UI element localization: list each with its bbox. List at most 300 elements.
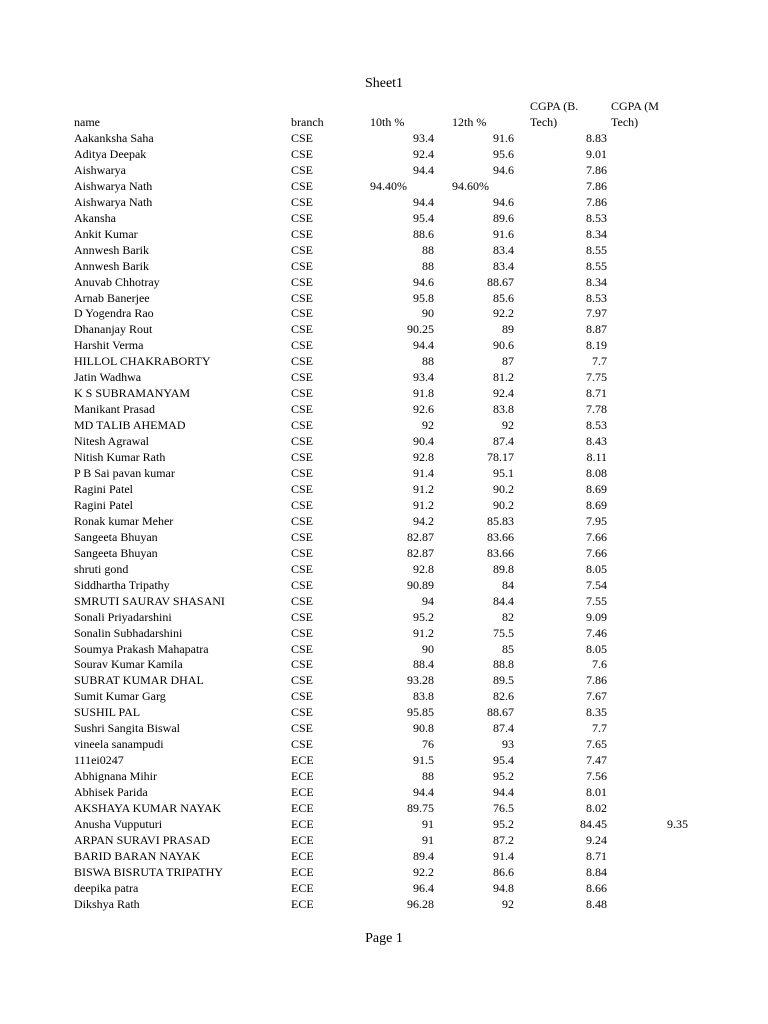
- table-row: [0, 688, 768, 704]
- cell-cgpa-btech: 8.08: [586, 466, 607, 481]
- cell-10th: 91.2: [413, 497, 434, 512]
- cell-name: Nitish Kumar Rath: [74, 450, 166, 465]
- cell-12th: 90.6: [493, 338, 514, 353]
- cell-12th: 95.6: [493, 146, 514, 161]
- cell-cgpa-btech: 7.7: [592, 721, 607, 736]
- cell-name: Anuvab Chhotray: [74, 274, 160, 289]
- cell-cgpa-btech: 8.53: [586, 290, 607, 305]
- cell-10th: 94: [422, 593, 434, 608]
- cell-12th: 92: [502, 896, 514, 911]
- cell-10th: 94.40%: [370, 178, 407, 193]
- cell-name: Sonalin Subhadarshini: [74, 625, 183, 640]
- table-row: [0, 337, 768, 353]
- cell-12th: 94.4: [493, 785, 514, 800]
- cell-10th: 88: [422, 258, 434, 273]
- cell-cgpa-btech: 8.71: [586, 848, 607, 863]
- cell-name: Anusha Vupputuri: [74, 816, 163, 831]
- cell-name: Harshit Verma: [74, 338, 144, 353]
- cell-10th: 93.4: [413, 370, 434, 385]
- cell-12th: 88.8: [493, 657, 514, 672]
- cell-cgpa-btech: 8.55: [586, 258, 607, 273]
- cell-cgpa-btech: 8.19: [586, 338, 607, 353]
- cell-branch: CSE: [291, 226, 314, 241]
- table-row: [0, 577, 768, 593]
- cell-name: 111ei0247: [74, 753, 124, 768]
- cell-name: Aishwarya Nath: [74, 194, 153, 209]
- table-row: [0, 194, 768, 210]
- page-footer: Page 1: [365, 931, 403, 946]
- cell-branch: CSE: [291, 386, 314, 401]
- cell-10th: 76: [422, 737, 434, 752]
- cell-branch: CSE: [291, 370, 314, 385]
- cell-12th: 91.4: [493, 848, 514, 863]
- cell-12th: 78.17: [487, 450, 514, 465]
- cell-10th: 90.25: [407, 322, 434, 337]
- cell-name: Abhisek Parida: [74, 785, 148, 800]
- cell-cgpa-btech: 7.56: [586, 769, 607, 784]
- cell-12th: 83.4: [493, 258, 514, 273]
- cell-cgpa-btech: 8.02: [586, 801, 607, 816]
- cell-branch: CSE: [291, 737, 314, 752]
- cell-branch: CSE: [291, 466, 314, 481]
- cell-cgpa-btech: 7.7: [592, 354, 607, 369]
- cell-name: K S SUBRAMANYAM: [74, 386, 191, 401]
- cell-10th: 88: [422, 354, 434, 369]
- cell-12th: 83.8: [493, 402, 514, 417]
- table-row: [0, 609, 768, 625]
- cell-cgpa-btech: 8.83: [586, 131, 607, 145]
- cell-12th: 88.67: [487, 274, 514, 289]
- cell-cgpa-btech: 8.55: [586, 242, 607, 257]
- cell-cgpa-btech: 7.78: [586, 402, 607, 417]
- cell-name: Sumit Kumar Garg: [74, 689, 166, 704]
- table-row: [0, 672, 768, 688]
- cell-name: Aishwarya Nath: [74, 178, 153, 193]
- cell-10th: 94.4: [413, 194, 434, 209]
- cell-name: Aishwarya: [74, 162, 126, 177]
- cell-cgpa-btech: 7.55: [586, 593, 607, 608]
- table-row: [0, 274, 768, 290]
- cell-name: AKSHAYA KUMAR NAYAK: [74, 801, 222, 816]
- table-body: [0, 130, 768, 912]
- cell-10th: 92.8: [413, 561, 434, 576]
- cell-10th: 91.8: [413, 386, 434, 401]
- table-row: [0, 593, 768, 609]
- cell-cgpa-btech: 7.97: [586, 306, 607, 321]
- cell-12th: 84.4: [493, 593, 514, 608]
- cell-10th: 94.4: [413, 162, 434, 177]
- cell-12th: 92.2: [493, 306, 514, 321]
- cell-10th: 92.6: [413, 402, 434, 417]
- cell-name: SMRUTI SAURAV SHASANI: [74, 593, 225, 608]
- table-row: [0, 226, 768, 242]
- cell-12th: 95.1: [493, 466, 514, 481]
- cell-branch: CSE: [291, 593, 314, 608]
- cell-branch: CSE: [291, 402, 314, 417]
- cell-name: Ronak kumar Meher: [74, 513, 174, 528]
- cell-10th: 95.85: [407, 705, 434, 720]
- cell-12th: 82: [502, 609, 514, 624]
- cell-branch: CSE: [291, 194, 314, 209]
- table-row: [0, 720, 768, 736]
- cell-cgpa-btech: 7.6: [592, 657, 607, 672]
- cell-cgpa-btech: 8.35: [586, 705, 607, 720]
- table-row: [0, 513, 768, 529]
- header-12th: 12th %: [452, 115, 487, 129]
- cell-cgpa-mtech: 9.35: [667, 816, 688, 831]
- table-row: [0, 369, 768, 385]
- cell-12th: 83.66: [487, 529, 514, 544]
- cell-branch: CSE: [291, 274, 314, 289]
- cell-12th: 95.2: [493, 816, 514, 831]
- cell-branch: ECE: [291, 753, 314, 768]
- header-name: name: [74, 115, 100, 129]
- table-row: [0, 465, 768, 481]
- cell-12th: 85.83: [487, 513, 514, 528]
- cell-10th: 88.6: [413, 226, 434, 241]
- cell-cgpa-btech: 7.95: [586, 513, 607, 528]
- cell-10th: 96.28: [407, 896, 434, 911]
- cell-12th: 88.67: [487, 705, 514, 720]
- cell-12th: 91.6: [493, 131, 514, 145]
- header-cgpa-mtech: CGPA (M Tech): [611, 99, 659, 129]
- cell-branch: CSE: [291, 609, 314, 624]
- cell-name: Arnab Banerjee: [74, 290, 150, 305]
- cell-cgpa-btech: 7.54: [586, 577, 607, 592]
- cell-12th: 83.4: [493, 242, 514, 257]
- cell-cgpa-btech: 8.84: [586, 864, 607, 879]
- cell-name: Sonali Priyadarshini: [74, 609, 172, 624]
- cell-10th: 82.87: [407, 545, 434, 560]
- cell-branch: ECE: [291, 832, 314, 847]
- cell-name: P B Sai pavan kumar: [74, 466, 175, 481]
- table-row: [0, 896, 768, 912]
- table-row: [0, 130, 768, 146]
- cell-cgpa-btech: 8.66: [586, 880, 607, 895]
- cell-12th: 85: [502, 641, 514, 656]
- table-row: [0, 752, 768, 768]
- cell-name: Siddhartha Tripathy: [74, 577, 170, 592]
- cell-branch: CSE: [291, 705, 314, 720]
- cell-name: Sourav Kumar Kamila: [74, 657, 183, 672]
- cell-branch: CSE: [291, 258, 314, 273]
- cell-name: Manikant Prasad: [74, 402, 155, 417]
- cell-branch: CSE: [291, 481, 314, 496]
- cell-cgpa-btech: 8.43: [586, 434, 607, 449]
- table-row: [0, 641, 768, 657]
- cell-10th: 94.4: [413, 785, 434, 800]
- cell-cgpa-btech: 7.66: [586, 545, 607, 560]
- table-row: [0, 800, 768, 816]
- cell-12th: 89: [502, 322, 514, 337]
- cell-name: Aakanksha Saha: [74, 131, 154, 145]
- cell-cgpa-btech: 7.65: [586, 737, 607, 752]
- cell-cgpa-btech: 84.45: [580, 816, 607, 831]
- cell-cgpa-btech: 8.11: [586, 450, 607, 465]
- cell-name: Ankit Kumar: [74, 226, 138, 241]
- cell-cgpa-btech: 7.46: [586, 625, 607, 640]
- cell-branch: ECE: [291, 864, 314, 879]
- table-row: [0, 545, 768, 561]
- cell-10th: 91.2: [413, 625, 434, 640]
- cell-12th: 85.6: [493, 290, 514, 305]
- cell-cgpa-btech: 8.69: [586, 481, 607, 496]
- cell-branch: CSE: [291, 657, 314, 672]
- cell-name: SUBRAT KUMAR DHAL: [74, 673, 204, 688]
- cell-branch: ECE: [291, 848, 314, 863]
- cell-12th: 87: [502, 354, 514, 369]
- cell-10th: 90.89: [407, 577, 434, 592]
- cell-12th: 90.2: [493, 497, 514, 512]
- cell-name: Soumya Prakash Mahapatra: [74, 641, 209, 656]
- table-row: [0, 353, 768, 369]
- table-row: [0, 481, 768, 497]
- table-row: [0, 768, 768, 784]
- table-row: [0, 449, 768, 465]
- cell-cgpa-btech: 8.34: [586, 226, 607, 241]
- cell-name: ARPAN SURAVI PRASAD: [74, 832, 211, 847]
- cell-branch: CSE: [291, 497, 314, 512]
- cell-name: Ragini Patel: [74, 481, 133, 496]
- cell-cgpa-btech: 7.86: [586, 178, 607, 193]
- cell-cgpa-btech: 9.09: [586, 609, 607, 624]
- cell-name: MD TALIB AHEMAD: [74, 418, 186, 433]
- cell-name: Dikshya Rath: [74, 896, 140, 911]
- table-row: [0, 385, 768, 401]
- cell-cgpa-btech: 8.05: [586, 641, 607, 656]
- cell-12th: 94.8: [493, 880, 514, 895]
- cell-branch: CSE: [291, 545, 314, 560]
- cell-cgpa-btech: 8.34: [586, 274, 607, 289]
- cell-10th: 95.4: [413, 210, 434, 225]
- table-row: [0, 305, 768, 321]
- cell-branch: ECE: [291, 816, 314, 831]
- cell-name: Ragini Patel: [74, 497, 133, 512]
- cell-10th: 90.4: [413, 434, 434, 449]
- cell-10th: 95.2: [413, 609, 434, 624]
- cell-name: Sangeeta Bhuyan: [74, 545, 158, 560]
- cell-10th: 92: [422, 418, 434, 433]
- cell-10th: 82.87: [407, 529, 434, 544]
- table-row: [0, 242, 768, 258]
- cell-cgpa-btech: 7.86: [586, 673, 607, 688]
- table-row: [0, 401, 768, 417]
- cell-10th: 93.4: [413, 131, 434, 145]
- header-cgpa-btech: CGPA (B. Tech): [530, 99, 579, 129]
- cell-12th: 92: [502, 418, 514, 433]
- cell-12th: 94.60%: [452, 178, 489, 193]
- cell-name: Akansha: [74, 210, 116, 225]
- cell-cgpa-btech: 8.69: [586, 497, 607, 512]
- cell-cgpa-btech: 7.86: [586, 194, 607, 209]
- cell-name: Annwesh Barik: [74, 258, 149, 273]
- cell-12th: 90.2: [493, 481, 514, 496]
- cell-name: HILLOL CHAKRABORTY: [74, 354, 211, 369]
- cell-branch: ECE: [291, 769, 314, 784]
- cell-branch: CSE: [291, 338, 314, 353]
- cell-12th: 95.2: [493, 769, 514, 784]
- cell-name: vineela sanampudi: [74, 737, 164, 752]
- cell-branch: ECE: [291, 880, 314, 895]
- cell-10th: 91.4: [413, 466, 434, 481]
- cell-12th: 81.2: [493, 370, 514, 385]
- cell-branch: CSE: [291, 450, 314, 465]
- table-row: [0, 146, 768, 162]
- cell-10th: 88: [422, 242, 434, 257]
- table-row: [0, 162, 768, 178]
- cell-10th: 90: [422, 306, 434, 321]
- table-row: [0, 321, 768, 337]
- table-row: [0, 816, 768, 832]
- cell-10th: 89.4: [413, 848, 434, 863]
- cell-name: BARID BARAN NAYAK: [74, 848, 201, 863]
- table-row: [0, 704, 768, 720]
- cell-branch: CSE: [291, 577, 314, 592]
- table-row: [0, 290, 768, 306]
- cell-12th: 91.6: [493, 226, 514, 241]
- cell-12th: 92.4: [493, 386, 514, 401]
- cell-10th: 88: [422, 769, 434, 784]
- cell-branch: CSE: [291, 721, 314, 736]
- cell-12th: 82.6: [493, 689, 514, 704]
- cell-branch: CSE: [291, 434, 314, 449]
- cell-name: Sushri Sangita Biswal: [74, 721, 181, 736]
- cell-10th: 92.8: [413, 450, 434, 465]
- cell-name: BISWA BISRUTA TRIPATHY: [74, 864, 224, 879]
- cell-10th: 88.4: [413, 657, 434, 672]
- table-row: [0, 625, 768, 641]
- cell-name: Nitesh Agrawal: [74, 434, 149, 449]
- cell-name: Sangeeta Bhuyan: [74, 529, 158, 544]
- cell-branch: CSE: [291, 529, 314, 544]
- table-row: [0, 210, 768, 226]
- cell-cgpa-btech: 8.05: [586, 561, 607, 576]
- cell-branch: CSE: [291, 178, 314, 193]
- cell-10th: 95.8: [413, 290, 434, 305]
- cell-name: Annwesh Barik: [74, 242, 149, 257]
- cell-12th: 89.5: [493, 673, 514, 688]
- cell-name: SUSHIL PAL: [74, 705, 141, 720]
- table-row: [0, 784, 768, 800]
- cell-10th: 89.75: [407, 801, 434, 816]
- cell-cgpa-btech: 7.67: [586, 689, 607, 704]
- cell-cgpa-btech: 7.47: [586, 753, 607, 768]
- cell-branch: CSE: [291, 418, 314, 433]
- table-row: [0, 178, 768, 194]
- cell-12th: 87.4: [493, 721, 514, 736]
- table-row: [0, 736, 768, 752]
- cell-branch: CSE: [291, 673, 314, 688]
- table-row: [0, 656, 768, 672]
- cell-cgpa-btech: 9.24: [586, 832, 607, 847]
- cell-12th: 84: [502, 577, 514, 592]
- cell-cgpa-btech: 7.66: [586, 529, 607, 544]
- cell-branch: CSE: [291, 322, 314, 337]
- cell-branch: CSE: [291, 641, 314, 656]
- cell-name: Abhignana Mihir: [74, 769, 157, 784]
- cell-10th: 90: [422, 641, 434, 656]
- cell-name: Dhananjay Rout: [74, 322, 153, 337]
- table-row: [0, 497, 768, 513]
- cell-branch: CSE: [291, 354, 314, 369]
- cell-10th: 90.8: [413, 721, 434, 736]
- cell-10th: 91: [422, 816, 434, 831]
- cell-10th: 83.8: [413, 689, 434, 704]
- cell-cgpa-btech: 8.87: [586, 322, 607, 337]
- cell-12th: 95.4: [493, 753, 514, 768]
- table-row: [0, 417, 768, 433]
- cell-branch: ECE: [291, 896, 314, 911]
- cell-12th: 89.6: [493, 210, 514, 225]
- table-row: [0, 561, 768, 577]
- cell-12th: 83.66: [487, 545, 514, 560]
- cell-branch: CSE: [291, 242, 314, 257]
- cell-branch: CSE: [291, 625, 314, 640]
- cell-12th: 94.6: [493, 194, 514, 209]
- cell-12th: 87.4: [493, 434, 514, 449]
- cell-12th: 75.5: [493, 625, 514, 640]
- cell-name: deepika patra: [74, 880, 139, 895]
- sheet-title: Sheet1: [364, 76, 404, 91]
- cell-cgpa-btech: 8.53: [586, 210, 607, 225]
- cell-12th: 94.6: [493, 162, 514, 177]
- cell-cgpa-btech: 8.01: [586, 785, 607, 800]
- cell-branch: CSE: [291, 306, 314, 321]
- cell-branch: CSE: [291, 162, 314, 177]
- cell-name: Aditya Deepak: [74, 146, 147, 161]
- cell-10th: 94.2: [413, 513, 434, 528]
- cell-10th: 92.4: [413, 146, 434, 161]
- cell-12th: 89.8: [493, 561, 514, 576]
- cell-branch: CSE: [291, 561, 314, 576]
- table-row: [0, 258, 768, 274]
- cell-cgpa-btech: 8.48: [586, 896, 607, 911]
- cell-name: D Yogendra Rao: [74, 306, 154, 321]
- cell-cgpa-btech: 9.01: [586, 146, 607, 161]
- cell-10th: 91.5: [413, 753, 434, 768]
- cell-branch: CSE: [291, 290, 314, 305]
- cell-cgpa-btech: 8.71: [586, 386, 607, 401]
- cell-branch: CSE: [291, 146, 314, 161]
- cell-12th: 93: [502, 737, 514, 752]
- cell-branch: CSE: [291, 131, 314, 145]
- table-row: [0, 848, 768, 864]
- cell-10th: 93.28: [407, 673, 434, 688]
- cell-12th: 76.5: [493, 801, 514, 816]
- table-row: [0, 433, 768, 449]
- cell-branch: ECE: [291, 785, 314, 800]
- cell-10th: 91: [422, 832, 434, 847]
- cell-10th: 96.4: [413, 880, 434, 895]
- cell-name: shruti gond: [74, 561, 129, 576]
- cell-12th: 87.2: [493, 832, 514, 847]
- cell-10th: 94.4: [413, 338, 434, 353]
- cell-10th: 91.2: [413, 481, 434, 496]
- cell-12th: 86.6: [493, 864, 514, 879]
- cell-cgpa-btech: 7.75: [586, 370, 607, 385]
- cell-branch: CSE: [291, 210, 314, 225]
- cell-10th: 92.2: [413, 864, 434, 879]
- header-branch: branch: [291, 115, 324, 129]
- cell-cgpa-btech: 7.86: [586, 162, 607, 177]
- table-row: [0, 529, 768, 545]
- table-row: [0, 832, 768, 848]
- cell-name: Jatin Wadhwa: [74, 370, 142, 385]
- cell-branch: CSE: [291, 513, 314, 528]
- cell-cgpa-btech: 8.53: [586, 418, 607, 433]
- header-10th: 10th %: [370, 115, 405, 129]
- table-row: [0, 880, 768, 896]
